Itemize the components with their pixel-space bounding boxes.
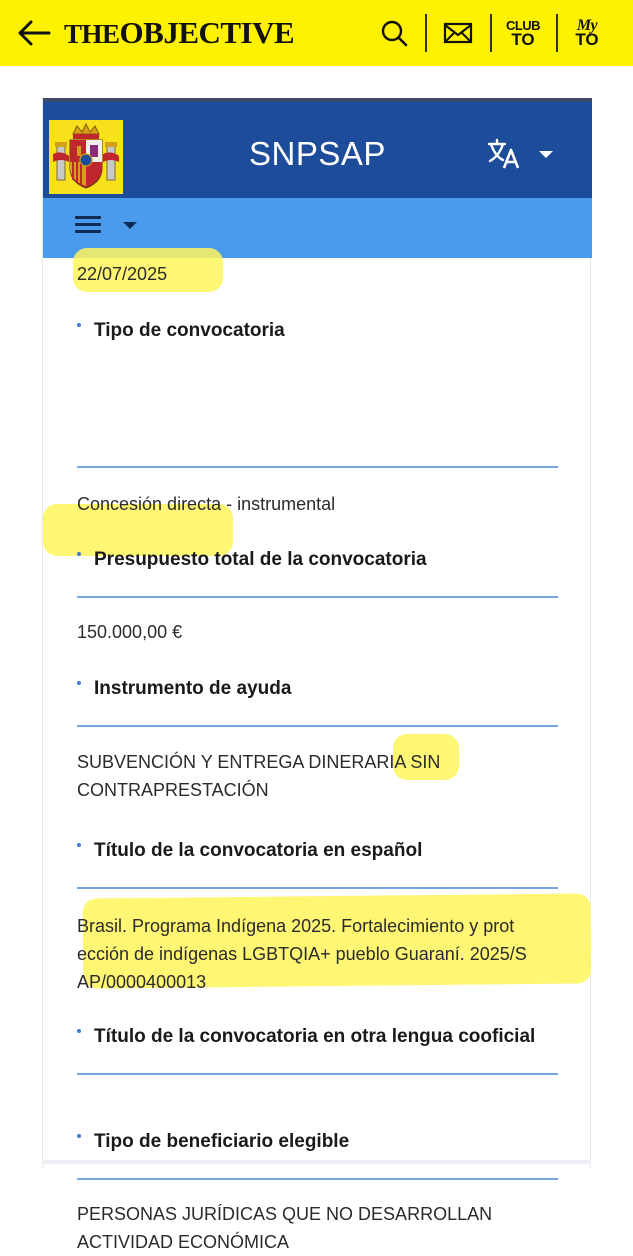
value-line: AP/0000400013 xyxy=(77,972,207,992)
search-icon xyxy=(380,19,408,47)
my-to-button[interactable] xyxy=(566,16,608,50)
field-value-instrumento xyxy=(77,748,440,804)
mail-icon xyxy=(443,21,473,45)
field-value-tipo-convocatoria: Concesión directa - instrumental xyxy=(77,494,336,514)
hamburger-icon xyxy=(75,216,101,234)
field-label-titulo-espanol: Título de la convocatoria en español xyxy=(77,838,422,864)
date-value: 22/07/2025 xyxy=(77,264,168,284)
field-label-instrumento: Instrumento de ayuda xyxy=(77,676,291,702)
chevron-down-icon xyxy=(539,151,553,158)
divider xyxy=(77,596,558,598)
divider xyxy=(77,887,558,889)
club-to-label: TO xyxy=(511,30,535,49)
field-value-beneficiario xyxy=(77,1200,492,1256)
my-label: My xyxy=(576,17,598,34)
chevron-down-icon xyxy=(123,222,137,229)
brand-part-objective: OBJECTIVE xyxy=(119,15,295,50)
my-to-label: TO xyxy=(575,30,599,49)
back-button[interactable] xyxy=(14,16,54,50)
field-value-presupuesto: 150.000,00 € xyxy=(77,622,183,642)
value-line: Brasil. Programa Indígena 2025. Fortalecimiento y prot xyxy=(77,916,515,936)
site-header xyxy=(43,102,592,198)
divider xyxy=(77,1178,558,1180)
translate-icon xyxy=(487,138,521,170)
divider xyxy=(425,14,427,52)
divider xyxy=(77,725,558,727)
divider xyxy=(77,466,558,468)
app-topbar xyxy=(0,0,633,66)
search-button[interactable] xyxy=(376,16,412,50)
value-line: SUBVENCIÓN Y ENTREGA DINERARIA SIN xyxy=(77,752,441,772)
value-line: CONTRAPRESTACIÓN xyxy=(77,780,269,800)
divider xyxy=(556,14,558,52)
newsletter-button[interactable] xyxy=(438,16,478,50)
embedded-page xyxy=(42,98,591,1252)
field-label-presupuesto: Presupuesto total de la convocatoria xyxy=(77,547,427,573)
value-line: PERSONAS JURÍDICAS QUE NO DESARROLLAN xyxy=(77,1204,493,1224)
arrow-left-icon xyxy=(17,20,51,46)
site-logo[interactable] xyxy=(64,17,294,50)
value-line: ección de indígenas LGBTQIA+ pueblo Guaraní. 2025/S xyxy=(77,944,527,964)
menu-button[interactable] xyxy=(75,216,137,234)
club-to-button[interactable] xyxy=(502,16,544,50)
value-line: ACTIVIDAD ECONÓMICA xyxy=(77,1232,290,1252)
divider xyxy=(490,14,492,52)
field-label-tipo-convocatoria: Tipo de convocatoria xyxy=(77,318,285,344)
language-selector[interactable] xyxy=(487,136,567,172)
frame-bottom-border xyxy=(42,1160,591,1164)
field-label-titulo-cooficial: Título de la convocatoria en otra lengua cooficial xyxy=(77,1024,535,1050)
field-value-titulo-espanol xyxy=(77,912,527,996)
divider xyxy=(77,1073,558,1075)
field-label-beneficiario: Tipo de beneficiario elegible xyxy=(77,1129,349,1155)
site-title: SNPSAP xyxy=(249,135,386,172)
brand-part-the: THE xyxy=(64,19,120,49)
club-label: CLUB xyxy=(505,18,541,33)
